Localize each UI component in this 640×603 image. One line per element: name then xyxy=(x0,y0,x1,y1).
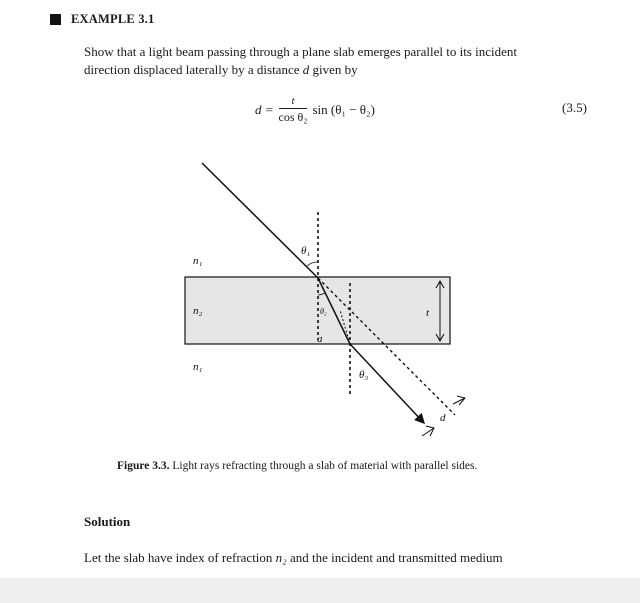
caption-label: Figure 3.3. xyxy=(117,460,170,472)
label-t: t xyxy=(426,307,430,319)
label-n1-top: n₁ xyxy=(193,255,203,267)
problem-line-1: Show that a light beam passing through a plane slab emerges parallel to its incident xyxy=(84,44,517,59)
label-theta3: θ₃ xyxy=(359,369,369,381)
solution-index-variable: n₂ xyxy=(275,550,287,565)
problem-line-2-text: direction displaced laterally by a distance xyxy=(84,62,303,77)
solution-text xyxy=(84,549,604,567)
distance-variable: d xyxy=(302,62,310,77)
fraction-numerator: t xyxy=(291,95,295,107)
caption-text: Light rays refracting through a slab of material with parallel sides. xyxy=(172,460,478,472)
solution-heading: Solution xyxy=(84,514,131,529)
label-d: d xyxy=(440,412,446,424)
label-n2: n₂ xyxy=(193,305,203,317)
solution-text-start: Let the slab have index of refraction xyxy=(84,550,276,565)
equation-rhs: sin (θ₁ − θ₂) xyxy=(312,102,375,117)
solution-text-end: and the incident and transmitted medium xyxy=(286,550,503,565)
problem-line-2-end: given by xyxy=(309,62,358,77)
displacement-marker-1 xyxy=(453,398,465,404)
example-title: EXAMPLE 3.1 xyxy=(71,11,155,26)
transmitted-ray xyxy=(350,344,424,423)
label-n1-bottom: n₁ xyxy=(193,361,203,373)
theta1-arc xyxy=(307,262,318,266)
equation-lhs: d = xyxy=(255,102,274,117)
figure-caption xyxy=(117,460,477,472)
label-theta2: θ₂ xyxy=(320,307,327,316)
label-a: a xyxy=(317,333,323,345)
fraction-denominator: cos θ₂ xyxy=(278,110,308,124)
label-theta1: θ₁ xyxy=(301,245,311,257)
incident-ray xyxy=(202,163,318,278)
equation-number: (3.5) xyxy=(562,100,587,115)
